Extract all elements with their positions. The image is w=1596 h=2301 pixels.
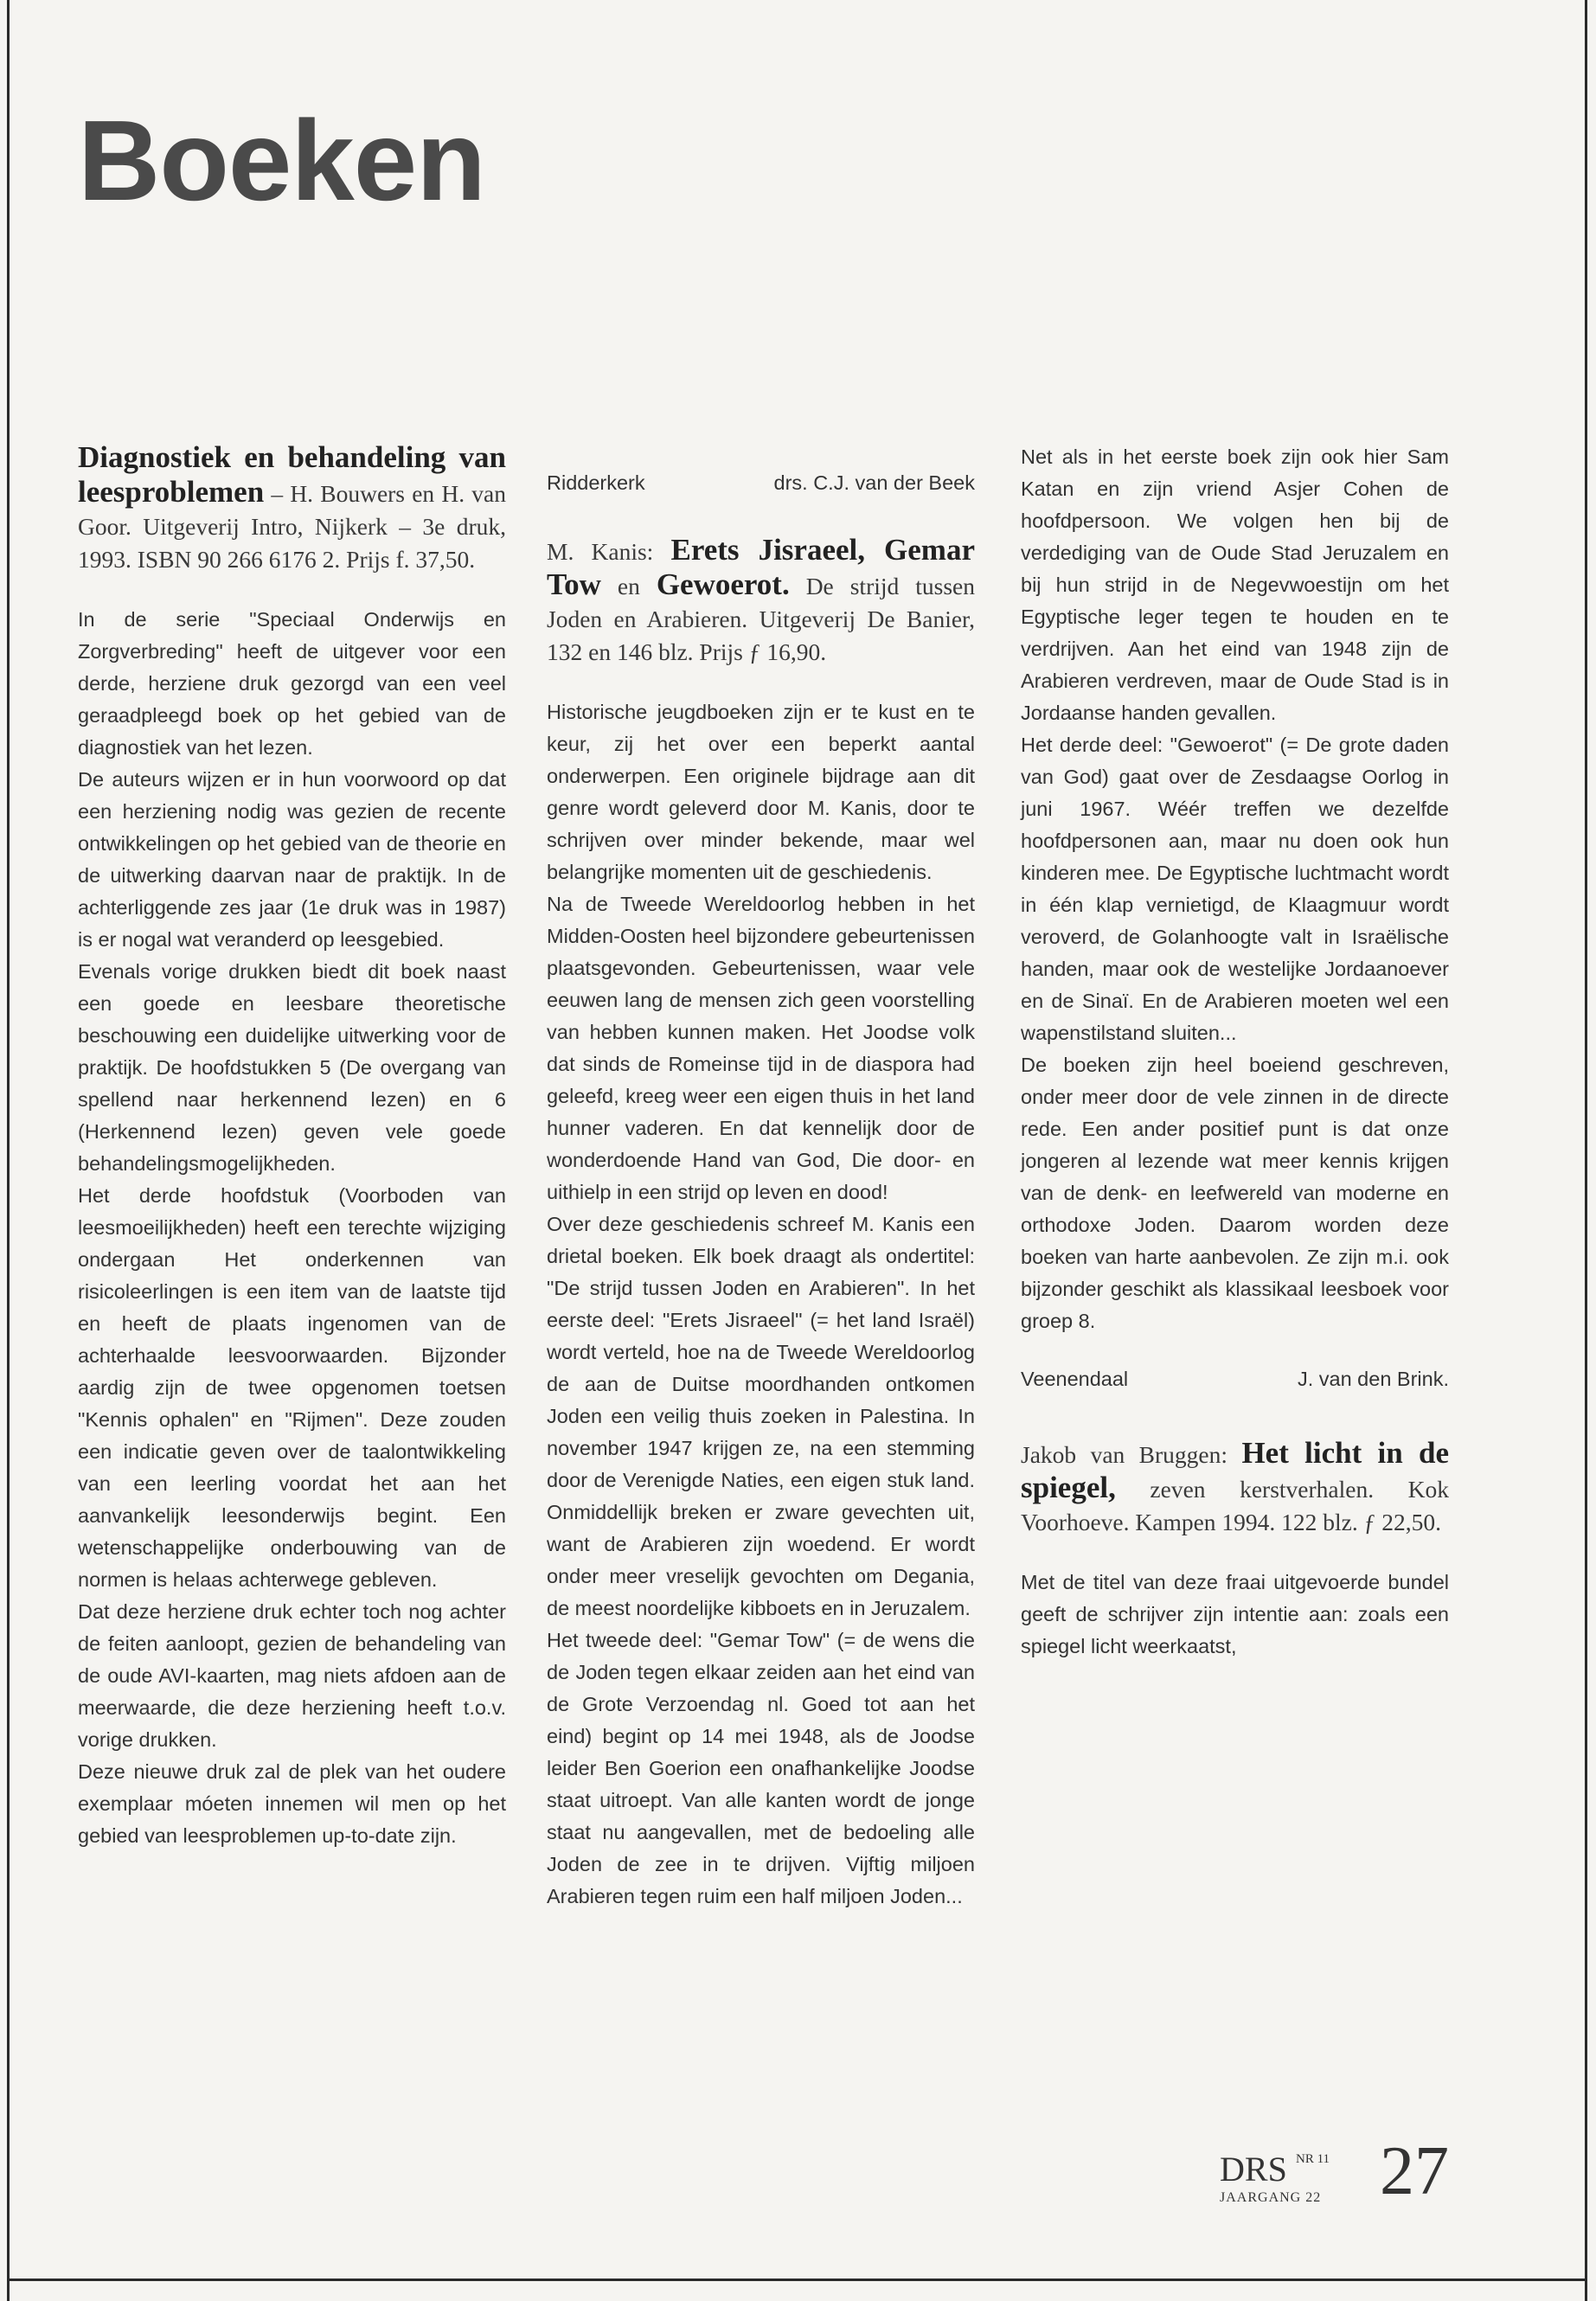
review-1-signature-place: Ridderkerk <box>547 471 645 494</box>
review-1-heading <box>78 441 506 576</box>
review-1-paragraph: Dat deze herziene druk echter toch nog achter de feiten aanloopt, gezien de behandeling van de oude AVI-kaarten, mag niets afdoen aan de meerwaarde, die deze herziening heeft t.o.v. vorige drukken. <box>78 1600 506 1751</box>
review-2-heading <box>547 534 975 669</box>
review-2-paragraph: Het tweede deel: "Gemar Tow" (= de wens die de Joden tegen elkaar zeiden aan het eind van de Grote Verzoendag nl. Goed tot aan het eind) begint op 14 mei 1948, als de Joodse leider Ben Goerion een onafhankelijke Joodse staat uitroept. Van alle kanten wordt de jonge staat nu aangevallen, met de bedoeling alle Joden de zee in te drijven. Vijftig miljoen Arabieren tegen ruim een half miljoen Joden... <box>547 1629 975 1907</box>
column-3 <box>1021 441 1449 1663</box>
review-2-paragraph: De boeken zijn heel boeiend geschreven, onder meer door de vele zinnen in de directe rede. Een ander positief punt is dat onze jongeren al lezende wat meer kennis krijgen van de denk- en leefwereld van moderne en orthodoxe Joden. Daarom worden deze boeken van harte aanbevolen. Ze zijn m.i. ook bijzonder geschikt als klassikaal leesboek voor groep 8. <box>1021 1054 1449 1332</box>
page-title: Boeken <box>78 97 485 224</box>
review-2-author: M. Kanis: <box>547 538 671 565</box>
review-1-signature <box>547 467 975 499</box>
issue-number: NR 11 <box>1296 2152 1330 2166</box>
page-number: 27 <box>1380 2133 1449 2209</box>
review-2-paragraph: Na de Tweede Wereldoorlog hebben in het Midden-Oosten heel bijzondere gebeurtenissen plaatsgevonden. Gebeurtenissen, waar vele eeuwen lang de mensen zich geen voorstelling van hebben kunnen maken. Het Joodse volk dat sinds de Romeinse tijd in de diaspora had geleefd, kreeg weer een eigen thuis in het land hunner vaderen. En dat kennelijk door de wonderdoende Hand van God, Die door- en uithielp in een strijd op leven en dood! <box>547 893 975 1203</box>
review-3-meta: zeven kerstverhalen. Kok Voorhoeve. Kampen 1994. 122 blz. ƒ 22,50. <box>1021 1476 1449 1535</box>
review-2-and: en <box>600 573 657 599</box>
review-2-meta: De strijd tussen Joden en Arabieren. Uitgeverij De Banier, 132 en 146 blz. Prijs ƒ 16,90. <box>547 573 975 665</box>
page-border-bottom <box>7 2279 1587 2281</box>
review-2-signature <box>1021 1363 1449 1395</box>
review-2-title-2: Gewoerot. <box>656 567 790 601</box>
page-border-right <box>1585 0 1587 2301</box>
review-1-paragraph: Deze nieuwe druk zal de plek van het oudere exemplaar móeten innemen wil men op het gebied van leesproblemen up-to-date zijn. <box>78 1760 506 1847</box>
volume-label: JAARGANG 22 <box>1220 2190 1322 2205</box>
page-border-left <box>7 0 10 2301</box>
column-2 <box>547 441 975 1913</box>
review-1-signature-name: drs. C.J. van der Beek <box>773 471 975 494</box>
review-3-paragraph: Met de titel van deze fraai uitgevoerde bundel geeft de schrijver zijn intentie aan: zoals een spiegel licht weerkaatst, <box>1021 1571 1449 1657</box>
review-2-paragraph: Historische jeugdboeken zijn er te kust en te keur, zij het over een beperkt aantal onderwerpen. Een originele bijdrage aan dit genre wordt geleverd door M. Kanis, door te schrijven over minder bekende, maar wel belangrijke momenten uit de geschiedenis. <box>547 701 975 883</box>
column-1 <box>78 441 506 1852</box>
review-1-paragraph: Het derde hoofdstuk (Voorboden van leesmoeilijkheden) heeft een terechte wijziging ondergaan Het onderkennen van risicoleerlingen is een item van de laatste tijd en heeft de plaats ingenomen van de achterhaalde leesvoorwaarden. Bijzonder aardig zijn de twee opgenomen toetsen "Kennis ophalen" en "Rijmen". Deze zouden een indicatie geven over de taalontwikkeling van een leerling voordat het aan het aanvankelijk leesonderwijs begint. Een wetenschappelijke onderbouwing van de normen is helaas achterwege gebleven. <box>78 1184 506 1591</box>
review-3-title: Het licht in de spiegel, <box>1021 1436 1449 1504</box>
review-2-paragraph: Net als in het eerste boek zijn ook hier Sam Katan en zijn vriend Asjer Cohen de hoofdpersoon. We volgen hen bij de verdediging van de Oude Stad Jeruzalem en bij hun strijd in de Negevwoestijn om het Egyptische leger tegen te houden en te verdrijven. Aan het eind van 1948 zijn de Arabieren verdreven, maar de Oude Stad is in Jordaanse handen gevallen. <box>1021 445 1449 724</box>
magazine-name: DRS <box>1220 2150 1287 2189</box>
review-1-paragraph: De auteurs wijzen er in hun voorwoord op dat een herziening nodig was gezien de recente ontwikkelingen op het gebied van de theorie en de uitwerking daarvan naar de praktijk. In de achterliggende zes jaar (1e druk was in 1987) is er nogal wat veranderd op leesgebied. <box>78 768 506 951</box>
review-3-author: Jakob van Bruggen: <box>1021 1441 1242 1468</box>
review-2-signature-name: J. van den Brink. <box>1297 1368 1449 1390</box>
review-1-paragraph: Evenals vorige drukken biedt dit boek naast een goede en leesbare theoretische beschouwing een duidelijke uitwerking voor de praktijk. De hoofdstukken 5 (De overgang van spellend naar herkennend lezen) en 6 (Herkennend lezen) geven vele goede behandelingsmogelijkheden. <box>78 960 506 1175</box>
review-2-title-1: Erets Jisraeel, Gemar Tow <box>547 533 975 601</box>
review-2-paragraph: Het derde deel: "Gewoerot" (= De grote daden van God) gaat over de Zesdaagse Oorlog in juni 1967. Wéér treffen we dezelfde hoofdpersonen aan, maar nu doen ook hun kinderen mee. De Egyptische luchtmacht wordt in één klap vernietigd, de Klaagmuur wordt veroverd, de Golanhoogte valt in Israëlische handen, maar ook de westelijke Jordaanoever en de Sinaï. En de Arabieren moeten wel een wapenstilstand sluiten... <box>1021 734 1449 1044</box>
review-1-paragraph: In de serie "Speciaal Onderwijs en Zorgverbreding" heeft de uitgever voor een derde, herziene druk gezorgd van een veel geraadpleegd boek op het gebied van de diagnostiek van het lezen. <box>78 608 506 759</box>
review-2-signature-place: Veenendaal <box>1021 1368 1129 1390</box>
page-footer <box>1220 2133 1453 2216</box>
review-1-meta: – H. Bouwers en H. van Goor. Uitgeverij Intro, Nijkerk – 3e druk, 1993. ISBN 90 266 6176 2. Prijs f. 37,50. <box>78 480 506 573</box>
review-1-title: Diagnostiek en behandeling van leesproblemen <box>78 440 506 509</box>
review-2-paragraph: Over deze geschiedenis schreef M. Kanis een drietal boeken. Elk boek draagt als ondertitel: "De strijd tussen Joden en Arabieren". In het eerste deel: "Erets Jisraeel" (= het land Israël) wordt verteld, hoe na de Tweede Wereldoorlog de aan de Duitse moordhanden ontkomen Joden een veilig thuis zoeken in Palestina. In november 1947 krijgen ze, na een stemming door de Verenigde Naties, een eigen stuk land. Onmiddellijk breken er zware gevechten uit, want de Arabieren zijn woedend. Er wordt onder meer vreselijk gevochten om Degania, de meest noordelijke kibboets en in Jeruzalem. <box>547 1213 975 1619</box>
review-3-heading <box>1021 1437 1449 1539</box>
